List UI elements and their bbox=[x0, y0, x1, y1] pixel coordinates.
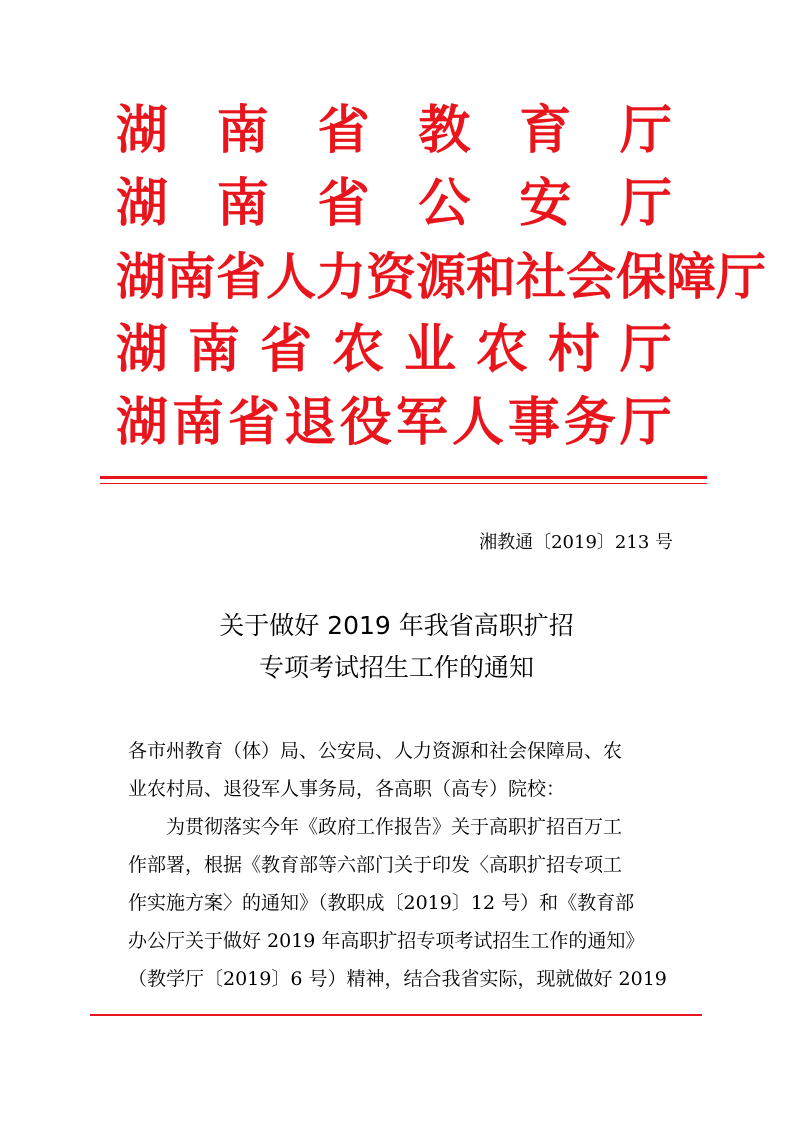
agency-human-resources bbox=[116, 241, 766, 314]
agency-education-text-char: 湖 bbox=[116, 101, 169, 161]
agency-education bbox=[116, 95, 672, 168]
agency-agriculture-text-char: 业 bbox=[403, 320, 456, 380]
agency-human-resources-text-char: 社 bbox=[516, 248, 566, 306]
salutation-line-2: 业农村局、退役军人事务局，各高职（高专）院校： bbox=[128, 778, 566, 800]
agency-human-resources-text-char: 南 bbox=[166, 248, 216, 306]
agency-human-resources-text-char: 人 bbox=[266, 248, 316, 306]
agency-veterans-text-char: 军 bbox=[395, 393, 448, 453]
agency-veterans-text-char: 事 bbox=[507, 393, 560, 453]
agency-human-resources-text-char: 和 bbox=[466, 248, 516, 306]
paragraph-line bbox=[128, 808, 673, 846]
paragraph-line bbox=[128, 884, 673, 922]
header-divider-thin bbox=[100, 483, 707, 484]
agency-education-text-char: 厅 bbox=[619, 101, 672, 161]
salutation-line-1: 各市州教育（体）局、公安局、人力资源和社会保障局、农 bbox=[128, 740, 623, 762]
agency-human-resources-text-char: 力 bbox=[316, 248, 366, 306]
agency-human-resources-text-char: 湖 bbox=[116, 248, 166, 306]
agency-human-resources-text-char: 保 bbox=[616, 248, 666, 306]
agency-veterans bbox=[116, 387, 672, 460]
paragraph-line-4: 办公厅关于做好 2019 年高职扩招专项考试招生工作的通知》 bbox=[128, 930, 645, 952]
agency-veterans-text-char: 南 bbox=[171, 393, 224, 453]
agency-veterans-text-char: 人 bbox=[451, 393, 504, 453]
paragraph-line-3: 作实施方案〉的通知》（教职成〔2019〕12 号）和《教育部 bbox=[128, 892, 635, 914]
salutation-line bbox=[128, 732, 673, 770]
agency-human-resources-text-char: 资 bbox=[366, 248, 416, 306]
paragraph-line-5: （教学厅〔2019〕6 号）精神，结合我省实际，现就做好 2019 bbox=[128, 968, 667, 990]
agency-agriculture-text-char: 湖 bbox=[116, 320, 169, 380]
agency-veterans-text-char: 厅 bbox=[619, 393, 672, 453]
paragraph-line-2: 作部署，根据《教育部等六部门关于印发〈高职扩招专项工 bbox=[128, 854, 623, 876]
paragraph-line bbox=[128, 960, 673, 998]
agency-veterans-text-char: 退 bbox=[283, 393, 336, 453]
agency-education-text-char: 南 bbox=[216, 101, 269, 161]
agency-public-security-text-char: 南 bbox=[216, 174, 269, 234]
agency-veterans-text-char: 务 bbox=[563, 393, 616, 453]
agency-agriculture-text-char: 省 bbox=[259, 320, 312, 380]
agency-education-text-char: 教 bbox=[418, 101, 471, 161]
footer-divider bbox=[90, 1014, 702, 1016]
paragraph-line bbox=[128, 846, 673, 884]
agency-public-security-text-char: 湖 bbox=[116, 174, 169, 234]
agency-agriculture-text-char: 南 bbox=[187, 320, 240, 380]
agency-agriculture-text-char: 农 bbox=[331, 320, 384, 380]
agency-public-security-text-char: 公 bbox=[418, 174, 471, 234]
document-body bbox=[128, 732, 673, 998]
paragraph-line-1: 为贯彻落实今年《政府工作报告》关于高职扩招百万工 bbox=[166, 816, 623, 838]
agency-veterans-text-char: 役 bbox=[339, 393, 392, 453]
agency-agriculture bbox=[116, 314, 672, 387]
agency-human-resources-text-char: 厅 bbox=[716, 248, 766, 306]
agency-human-resources-text-char: 障 bbox=[666, 248, 716, 306]
agency-public-security-text-char: 厅 bbox=[619, 174, 672, 234]
agency-education-text-char: 育 bbox=[519, 101, 572, 161]
agency-veterans-text-char: 湖 bbox=[116, 393, 169, 453]
agency-human-resources-text-char: 省 bbox=[216, 248, 266, 306]
agency-agriculture-text-char: 农 bbox=[475, 320, 528, 380]
agency-veterans-text-char: 省 bbox=[227, 393, 280, 453]
paragraph-line bbox=[128, 922, 673, 960]
document-title-line-1: 关于做好 2019 年我省高职扩招 bbox=[219, 611, 574, 640]
agency-human-resources-text-char: 源 bbox=[416, 248, 466, 306]
agency-agriculture-text-char: 厅 bbox=[619, 320, 672, 380]
agency-education-text-char: 省 bbox=[317, 101, 370, 161]
agency-public-security-text-char: 省 bbox=[317, 174, 370, 234]
agency-public-security bbox=[116, 168, 672, 241]
salutation-line bbox=[128, 770, 673, 808]
document-number: 湘教通〔2019〕213 号 bbox=[479, 532, 673, 553]
header-divider-thick bbox=[100, 476, 707, 479]
agency-public-security-text-char: 安 bbox=[519, 174, 572, 234]
agency-human-resources-text-char: 会 bbox=[566, 248, 616, 306]
document-title-line-2: 专项考试招生工作的通知 bbox=[258, 653, 534, 682]
issuing-agencies bbox=[116, 95, 766, 460]
agency-agriculture-text-char: 村 bbox=[547, 320, 600, 380]
